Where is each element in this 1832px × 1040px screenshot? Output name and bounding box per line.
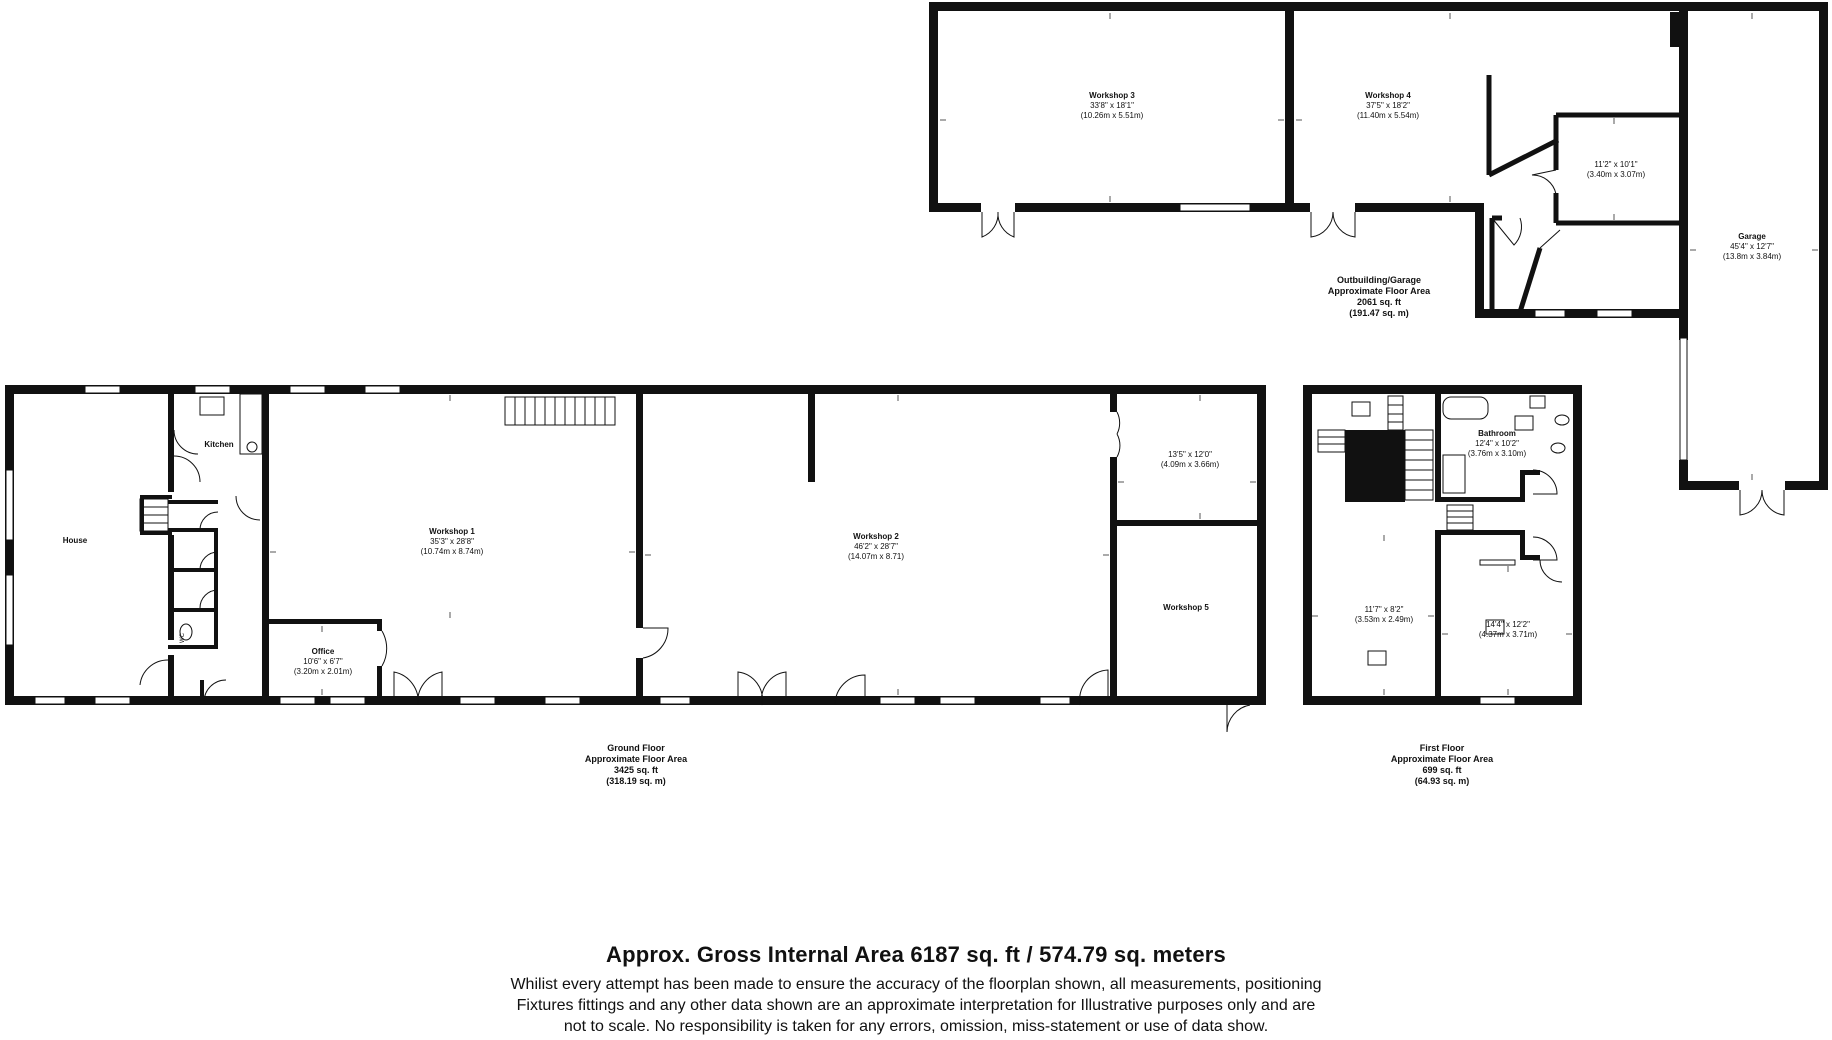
workshop1-metric: (10.74m x 8.74m): [420, 547, 484, 556]
first-floor-plan: [1303, 385, 1582, 705]
workshop2-name: Workshop 2: [853, 532, 899, 541]
bathroom-imperial: 12'4" x 10'2": [1475, 439, 1519, 448]
disclaimer-line-1: Whilist every attempt has been made to ensure the accuracy of the floorplan shown, all measurements, positioning: [510, 976, 1322, 993]
garage-name: Garage: [1738, 232, 1766, 241]
outbuilding-store-imperial: 11'2" x 10'1": [1594, 160, 1638, 169]
kitchen-name: Kitchen: [204, 440, 234, 449]
bathroom-metric: (3.76m x 3.10m): [1467, 449, 1527, 458]
first-room1-imperial: 11'7" x 8'2": [1364, 605, 1404, 614]
workshop1-imperial: 35'3" x 28'8": [430, 537, 474, 546]
workshop1-name: Workshop 1: [429, 527, 475, 536]
outbuilding-area-sqft: 2061 sq. ft: [1356, 297, 1402, 307]
gross-internal-area: Approx. Gross Internal Area 6187 sq. ft / 574.79 sq. meters: [606, 942, 1226, 967]
office-metric: (3.20m x 2.01m): [293, 667, 353, 676]
floorplan-footer: [0, 942, 1832, 1037]
house-name: House: [62, 536, 88, 545]
first-area-title: First Floor: [1419, 743, 1465, 753]
workshop3-metric: (10.26m x 5.51m): [1080, 111, 1144, 120]
workshop2-metric: (14.07m x 8.71): [847, 552, 905, 561]
ground-store-imperial: 13'5" x 12'0": [1168, 450, 1212, 459]
workshop3-imperial: 33'8" x 18'1": [1090, 101, 1134, 110]
garage-metric: (13.8m x 3.84m): [1722, 252, 1782, 261]
office-imperial: 10'6" x 6'7": [303, 657, 343, 666]
office-name: Office: [311, 647, 335, 656]
disclaimer-line-3: not to scale. No responsibility is taken for any errors, omission, miss-statement or use of data show.: [563, 1018, 1269, 1035]
outbuilding-area-label: Approximate Floor Area: [1327, 286, 1431, 296]
ground-floor-plan: [5, 385, 1266, 732]
ground-area-sqft: 3425 sq. ft: [613, 765, 659, 775]
first-room2-imperial: 14'4" x 12'2": [1486, 620, 1530, 629]
bathroom-name: Bathroom: [1478, 429, 1516, 438]
ground-area-title: Ground Floor: [607, 743, 665, 753]
first-area-sqft: 699 sq. ft: [1422, 765, 1462, 775]
ground-area-label: Approximate Floor Area: [584, 754, 688, 764]
first-room1-metric: (3.53m x 2.49m): [1354, 615, 1414, 624]
garage-imperial: 45'4" x 12'7": [1730, 242, 1774, 251]
outbuilding-store-metric: (3.40m x 3.07m): [1586, 170, 1646, 179]
wc-name: WC: [180, 633, 186, 643]
first-area-sqm: (64.93 sq. m): [1414, 776, 1470, 786]
disclaimer-line-2: Fixtures fittings and any other data shown are an approximate interpretation for Illustrative purposes only and are: [516, 997, 1316, 1014]
first-room2-metric: (4.37m x 3.71m): [1478, 630, 1538, 639]
outbuilding-area-title: Outbuilding/Garage: [1336, 275, 1422, 285]
outbuilding-area-sqm: (191.47 sq. m): [1349, 308, 1409, 318]
ground-area-sqm: (318.19 sq. m): [606, 776, 666, 786]
workshop5-name: Workshop 5: [1163, 603, 1209, 612]
workshop4-metric: (11.40m x 5.54m): [1356, 111, 1420, 120]
first-area-label: Approximate Floor Area: [1390, 754, 1494, 764]
workshop3-name: Workshop 3: [1089, 91, 1135, 100]
workshop4-imperial: 37'5" x 18'2": [1366, 101, 1410, 110]
ground-store-metric: (4.09m x 3.66m): [1160, 460, 1220, 469]
workshop2-imperial: 46'2" x 28'7": [854, 542, 898, 551]
workshop4-name: Workshop 4: [1365, 91, 1411, 100]
